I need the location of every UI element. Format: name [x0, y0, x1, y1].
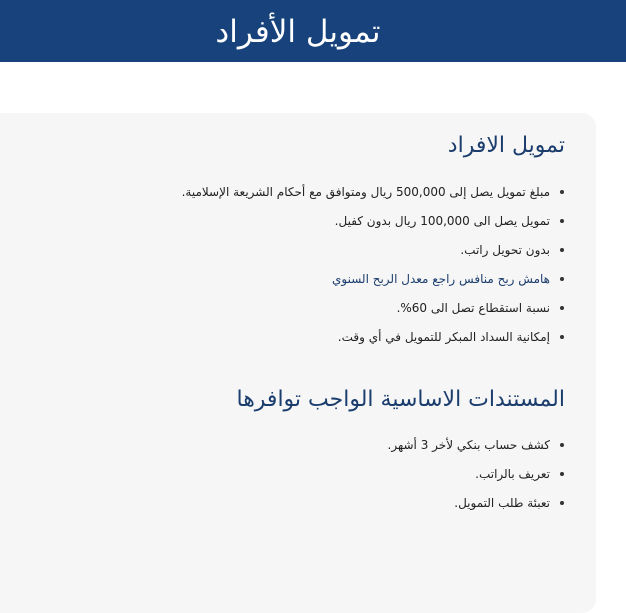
bullet-icon — [560, 472, 564, 476]
bullet-icon — [560, 277, 564, 281]
bullet-icon — [560, 335, 564, 339]
list-item — [182, 268, 564, 297]
list-item-text: بدون تحويل راتب. — [460, 243, 550, 257]
bullet-icon — [560, 306, 564, 310]
financing-features-list — [182, 181, 564, 355]
list-item-text: تعريف بالراتب. — [475, 467, 550, 481]
page-title: تمويل الأفراد — [215, 14, 381, 50]
list-item — [388, 492, 564, 521]
bullet-icon — [560, 219, 564, 223]
list-item — [388, 434, 564, 463]
list-item — [182, 326, 564, 355]
list-item-text: إمكانية السداد المبكر للتمويل في أي وقت. — [337, 330, 550, 344]
list-item-text: تمويل يصل الى 100,000 ريال بدون كفيل. — [334, 214, 550, 228]
list-item — [182, 297, 564, 326]
list-item — [182, 181, 564, 210]
list-item-text: تعبئة طلب التمويل. — [454, 496, 550, 510]
bullet-icon — [560, 248, 564, 252]
page-header-bar — [0, 0, 626, 62]
bullet-icon — [560, 443, 564, 447]
list-item-text: مبلغ تمويل يصل إلى 500,000 ريال ومتوافق مع أحكام الشريعة الإسلامية. — [181, 185, 550, 199]
list-item — [182, 210, 564, 239]
section-title-documents: المستندات الاساسية الواجب توافرها — [236, 387, 565, 412]
list-item-text: هامش ربح منافس راجع معدل الربح السنوي — [332, 272, 550, 286]
section-title-financing: تمويل الافراد — [447, 133, 565, 158]
bullet-icon — [560, 190, 564, 194]
list-item-text: كشف حساب بنكي لأخر 3 أشهر. — [387, 438, 550, 452]
bullet-icon — [560, 501, 564, 505]
required-documents-list — [388, 434, 564, 521]
list-item-text: نسبة استقطاع تصل الى 60%. — [396, 301, 550, 315]
list-item — [182, 239, 564, 268]
list-item — [388, 463, 564, 492]
